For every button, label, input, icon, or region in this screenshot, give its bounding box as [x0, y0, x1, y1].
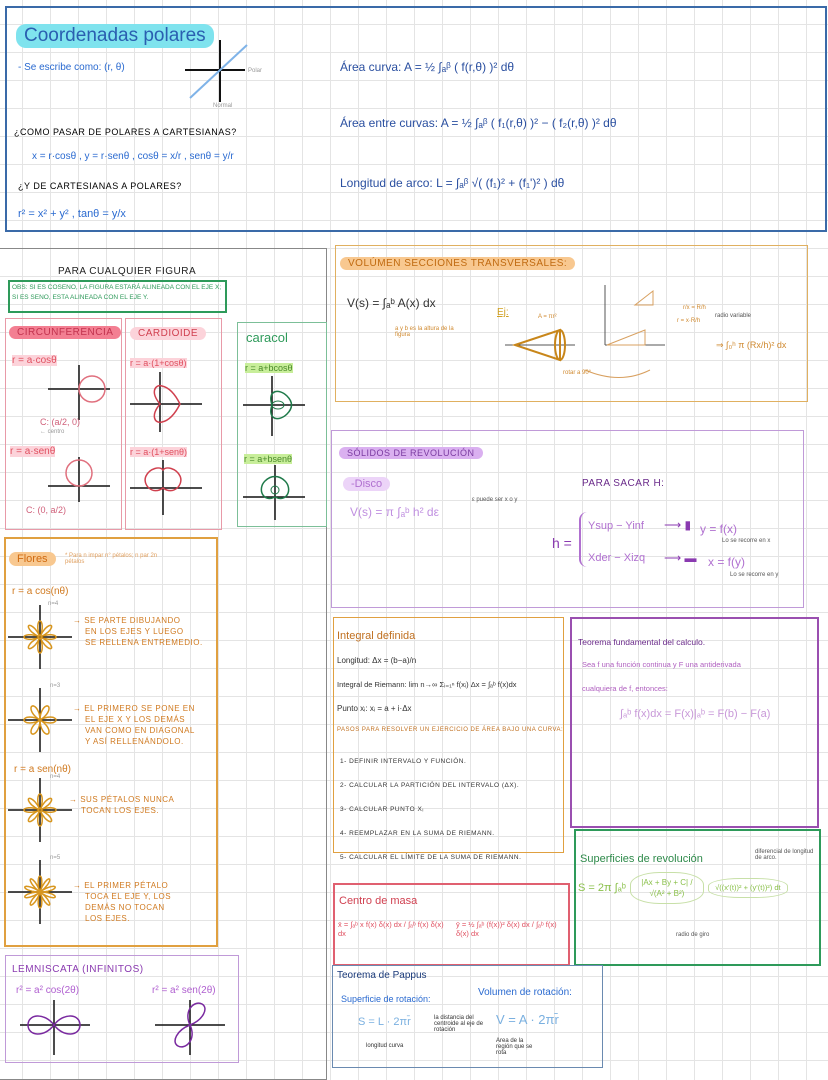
case-1-note: Lo se recorre en x — [722, 538, 771, 544]
pappus-v-note: Area de la región que se rota — [496, 1038, 533, 1056]
pappus-v-title: Volumen de rotación: — [478, 987, 572, 998]
pappus-s-title: Superficie de rotación: — [341, 994, 431, 1004]
tfc-l1: Sea f una función continua y F una antiderivada — [582, 660, 741, 669]
caracol-eq-sen: r = a+bsenθ — [244, 454, 293, 464]
step: 4- REEMPLAZAR EN LA SUMA DE RIEMANN. — [340, 830, 495, 837]
cardioid-sen-graph — [130, 460, 205, 515]
pappus-s-formula: S = L · 2πr̄ — [358, 1016, 411, 1028]
case-2: Xder − Xizq — [588, 552, 646, 564]
tfc-formula: ∫ₐᵇ f(x)dx = F(x)|ₐᵇ = F(b) − F(a) — [620, 708, 771, 720]
q-to-polar: ¿Y DE CARTESIANAS A POLARES? — [18, 181, 182, 191]
line: EN LOS EJES Y LUEGO — [85, 627, 184, 636]
pappus-s-note2: la distancia del centroide al eje de rotación — [434, 1015, 484, 1033]
card-eq-sen: r = a·(1+senθ) — [130, 447, 188, 457]
caracol-sen-graph — [243, 465, 308, 520]
lemniscate-sen-graph — [155, 1000, 227, 1060]
step: 3- CALCULAR PUNTO Xᵢ — [340, 806, 424, 813]
flowers-eq-cos: r = a cos(nθ) — [12, 586, 69, 597]
integral-l2: Integral de Riemann: lim n→∞ Σᵢ₌₁ⁿ f(xᵢ) Δx = ∫ₐᵇ f(x)dx — [337, 680, 517, 689]
cross-section-note: a y b es la altura de la figura — [395, 326, 454, 338]
line: TOCAN LOS EJES. — [81, 806, 160, 815]
flowers-title: Flores — [9, 552, 56, 566]
integral-l4: PASOS PARA RESOLVER UN EJERCICIO DE ÁREA BAJO UNA CURVA: — [337, 727, 564, 733]
surfaces-title: Superficies de revolución — [580, 853, 703, 865]
solids-title: SÓLIDOS DE REVOLUCIÓN — [339, 447, 483, 459]
pappus-v-formula: V = A · 2πr̄ — [496, 1012, 559, 1027]
cardioid-cos-graph — [130, 372, 205, 432]
line: → EL PRIMERO SE PONE EN — [73, 704, 195, 713]
tfc-title: Teorema fundamental del calculo. — [578, 637, 706, 647]
para-sacar-h: PARA SACAR H: — [582, 478, 665, 489]
obs-note-text: OBS: SI ES COSENO, LA FIGURA ESTARÁ ALINEADA CON EL EJE X; SI ES SENO, ESTA ALINEADA CON EL EJE Y. — [12, 284, 222, 301]
n-label: n=4 — [50, 774, 61, 780]
line: TOCA EL EJE Y, LOS — [85, 892, 172, 901]
card-eq-cos: r = a·(1+cosθ) — [130, 358, 187, 368]
step: 1- DEFINIR INTERVALO Y FUNCIÓN. — [340, 758, 467, 765]
flower-desc-1 — [73, 615, 203, 648]
lemn-eq-sen: r² = a² sen(2θ) — [152, 985, 216, 996]
integral-l1: Longitud: Δx = (b−a)/n — [337, 656, 417, 665]
cone-diagram — [505, 285, 805, 380]
normal-axis-label: Normal — [213, 103, 233, 109]
flowers-eq-sen: r = a sen(nθ) — [14, 764, 71, 775]
rose-graph — [8, 605, 72, 669]
line: → EL PRIMER PÉTALO — [73, 881, 169, 890]
n-label: n=4 — [48, 601, 59, 607]
example-label: Ej: — [497, 307, 509, 318]
circle-sen-graph — [48, 452, 113, 502]
to-polar-formulas: r² = x² + y² , tanθ = y/x — [18, 208, 126, 220]
polar-axis-label: Polar — [248, 68, 263, 74]
circ-center-2: C: (0, a/2) — [26, 505, 67, 515]
flowers-note: * Para n impar n° pétalos; n par 2n pétalos — [65, 553, 158, 565]
cardioid-title: CARDIOIDE — [130, 327, 206, 340]
pappus-s-note1: longitud curva — [366, 1043, 404, 1049]
brace — [579, 512, 587, 567]
circ-center-note: ← centro — [40, 429, 65, 435]
flower-desc-2 — [73, 703, 195, 747]
cross-section-formula: V(s) = ∫ₐᵇ A(x) dx — [347, 296, 436, 310]
circ-center-1: C: (a/2, 0) — [40, 417, 81, 427]
flower-desc-3 — [69, 794, 174, 816]
disco-note: ε puede ser x o y — [472, 497, 518, 503]
caracol-title: caracol — [246, 330, 288, 345]
line: → SE PARTE DIBUJANDO — [73, 616, 181, 625]
surfaces-formula — [578, 872, 814, 904]
r-eq-label: r = x·R/h — [677, 318, 701, 324]
radius-note: radio variable — [715, 313, 752, 319]
line: DEMÁS NO TOCAN — [85, 903, 165, 912]
q-to-cartesian: ¿COMO PASAR DE POLARES A CARTESIANAS? — [14, 127, 237, 137]
area-between-formula: Área entre curvas: A = ½ ∫ₐᵝ ( f₁(r,θ) )² − ( f₂(r,θ) )² dθ — [340, 116, 617, 130]
lemniscate-title: LEMNISCATA (INFINITOS) — [12, 964, 144, 975]
tfc-l2: cualquiera de f, entonces: — [582, 684, 668, 693]
integral-l3: Punto xᵢ: xᵢ = a + i·Δx — [337, 704, 412, 713]
circle-cos-graph — [48, 365, 113, 420]
step: 2- CALCULAR LA PARTICIÓN DEL INTERVALO (ΔX). — [340, 782, 520, 789]
caracol-cos-graph — [243, 376, 308, 436]
polar-title: Coordenadas polares — [16, 24, 214, 48]
integral-title: Integral definida — [337, 630, 416, 642]
lemn-eq-cos: r² = a² cos(2θ) — [16, 985, 80, 996]
case-2-result: x = f(y) — [708, 555, 746, 569]
rose-graph — [8, 688, 72, 752]
rose-graph — [8, 778, 72, 842]
caracol-eq-cos: r = a+bcosθ — [245, 363, 293, 373]
mass-y: ȳ = ½ ∫ₐᵇ (f(x))² δ(x) dx / ∫ₐᵇ f(x) δ(x) dx — [456, 920, 557, 938]
circ-eq-cos: r = a·cosθ — [12, 355, 57, 366]
n-label: n=5 — [50, 855, 61, 861]
ratio-label: r/x = R/h — [683, 305, 706, 311]
line: LOS EJES. — [85, 914, 130, 923]
surfaces-formula-c: √((x'(t))² + (y'(t))²) dt — [708, 878, 788, 898]
fundamental-theorem-box — [570, 617, 819, 828]
rose-graph — [8, 860, 72, 924]
n-label: n=3 — [50, 683, 61, 689]
cone-result: ⇒ ∫₀ʰ π (Rx/h)² dx — [716, 340, 787, 350]
lemniscate-cos-graph — [20, 1000, 92, 1060]
line: VAN COMO EN DIAGONAL — [85, 726, 195, 735]
surfaces-formula-b: |Ax + By + C| / √(A² + B²) — [630, 872, 704, 904]
written-as: - Se escribe como: (r, θ) — [18, 62, 125, 73]
circ-eq-sen: r = a·senθ — [10, 446, 56, 457]
surfaces-note-2: radio de giro — [676, 932, 710, 938]
case-1-result: y = f(x) — [700, 522, 738, 536]
case-2-note: Lo se recorre en y — [730, 572, 779, 578]
to-cartesian-formulas: x = r·cosθ , y = r·senθ , cosθ = x/r , senθ = y/r — [32, 151, 234, 162]
line: Y ASÍ RELLENÁNDOLO. — [85, 737, 184, 746]
surfaces-formula-a: S = 2π ∫ₐᵇ — [578, 882, 626, 894]
line: EL EJE X Y LOS DEMÁS — [85, 715, 186, 724]
line: SE RELLENA ENTREMEDIO. — [85, 638, 203, 647]
disco-formula: V(s) = π ∫ₐᵇ h² dε — [350, 505, 439, 519]
area-label: A = πr² — [538, 314, 557, 320]
case-1-arrow: ⟶ ▮ — [664, 518, 692, 532]
case-1: Ysup − Yinf — [588, 520, 644, 532]
surfaces-note-1: diferencial de longitud de arco. — [755, 849, 814, 861]
mass-title: Centro de masa — [339, 895, 418, 907]
integral-steps — [340, 750, 521, 870]
circumference-title: CIRCUNFERENCIA — [9, 326, 121, 339]
mass-x: x̄ = ∫ₐᵇ x f(x) δ(x) dx / ∫ₐᵇ f(x) δ(x) dx — [338, 920, 444, 938]
polar-axes-diagram — [185, 40, 265, 110]
h-label: h = — [552, 535, 572, 551]
cross-section-title: VOLÚMEN SECCIONES TRANSVERSALES: — [340, 257, 575, 270]
pappus-title: Teorema de Pappus — [337, 970, 427, 981]
flower-desc-4 — [73, 880, 171, 924]
rotate-note: rotar a 90° — [563, 370, 592, 376]
step: 5- CALCULAR EL LÍMITE DE LA SUMA DE RIEMANN. — [340, 854, 522, 861]
arc-length-formula: Longitud de arco: L = ∫ₐᵝ √( (f₁)² + (f₁')² ) dθ — [340, 176, 565, 190]
line: → SUS PÉTALOS NUNCA — [69, 795, 175, 804]
figures-heading: PARA CUALQUIER FIGURA — [58, 266, 197, 277]
disco-label: -Disco — [343, 477, 390, 491]
case-2-arrow: ⟶ ▬ — [664, 551, 697, 565]
area-curve-formula: Área curva: A = ½ ∫ₐᵝ ( f(r,θ) )² dθ — [340, 60, 515, 74]
